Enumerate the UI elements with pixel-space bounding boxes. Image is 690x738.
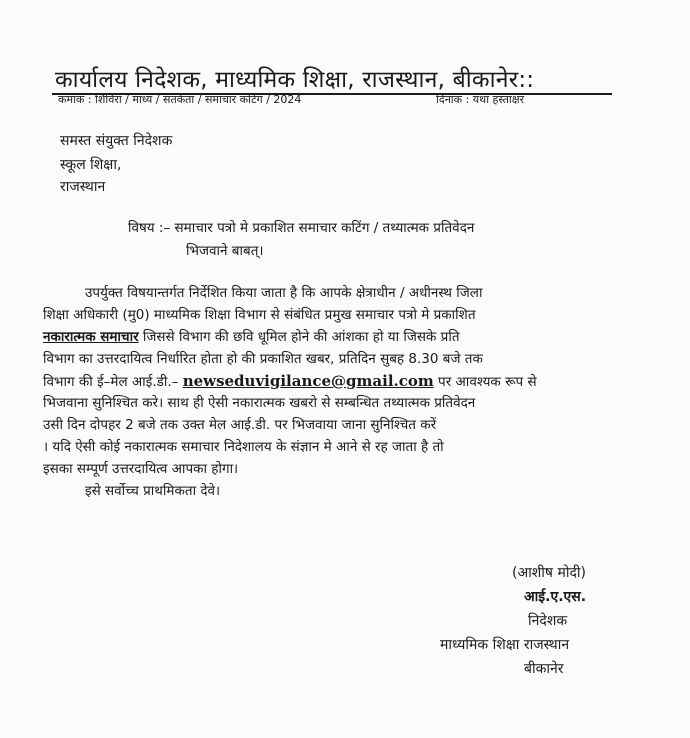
signatory-department: माध्यमिक शिक्षा राजस्थान (440, 637, 570, 653)
subject-line-1: विषय :– समाचार पत्रो मे प्रकाशित समाचार कटिंग / तथ्यात्मक प्रतिवेदन (128, 220, 475, 236)
reference-number: कमांक : शिविरा / माध्य / सतर्कता / समाचार कटिंग / 2024 (58, 93, 302, 106)
body-line: उपर्युक्त विषयान्तर्गत निर्देशित किया जाता है कि आपके क्षेत्राधीन / अधीनस्थ जिला (85, 285, 483, 301)
body-line: । यदि ऐसी कोई नकारात्मक समाचार निदेशालय के संज्ञान मे आने से रह जाता है तो (43, 439, 444, 455)
letter-date: दिनांक : यथा हस्ताक्षर (436, 93, 525, 106)
body-text: जिससे विभाग की छवि धूमिल होने की आंशका हो या जिसके प्रति (138, 329, 460, 345)
negative-news-highlight: नकारात्मक समाचार (43, 329, 139, 345)
addressee-line-3: राजस्थान (60, 179, 106, 195)
body-text: विभाग की ई–मेल आई.डी.– (43, 374, 183, 390)
body-line (43, 326, 603, 348)
body-line (43, 370, 603, 392)
letter-body (43, 282, 603, 502)
email-address-link[interactable]: newseduvigilance@gmail.com (182, 372, 434, 390)
body-text: पर आवश्यक रूप से (433, 374, 537, 390)
body-line: विभाग का उत्तरदायित्व निर्धारित होता हो की प्रकाशित खबर, प्रतिदिन सुबह 8.30 बजे तक (43, 351, 483, 367)
office-title: कार्यालय निदेशक, माध्यमिक शिक्षा, राजस्थान, बीकानेर:: (55, 67, 535, 93)
signatory-service: आई.ए.एस. (524, 589, 587, 605)
addressee-line-1: समस्त संयुक्त निदेशक (60, 133, 173, 149)
body-line: उसी दिन दोपहर 2 बजे तक उक्त मेल आई.डी. पर भिजवाया जाना सुनिश्चित करें (43, 417, 437, 433)
body-line: इसका सम्पूर्ण उत्तरदायित्व आपका होगा। (43, 461, 239, 477)
signatory-name: (आशीष मोदी) (512, 565, 586, 581)
body-line: भिजवाना सुनिश्चित करे। साथ ही ऐसी नकारात्मक खबरो से सम्बन्धित तथ्यात्मक प्रतिवेदन (43, 395, 476, 411)
addressee-line-2: स्कूल शिक्षा, (60, 157, 122, 173)
subject-line-2: भिजवाने बाबत्। (186, 243, 264, 259)
body-line: शिक्षा अधिकारी (मु0) माध्यमिक शिक्षा विभाग से संबंधित प्रमुख समाचार पत्रो मे प्रकाशित (43, 307, 476, 323)
body-line: इसे सर्वोच्च प्राथमिकता देवे। (85, 483, 221, 499)
signatory-designation: निदेशक (528, 613, 568, 629)
signatory-place: बीकानेर (524, 661, 564, 677)
